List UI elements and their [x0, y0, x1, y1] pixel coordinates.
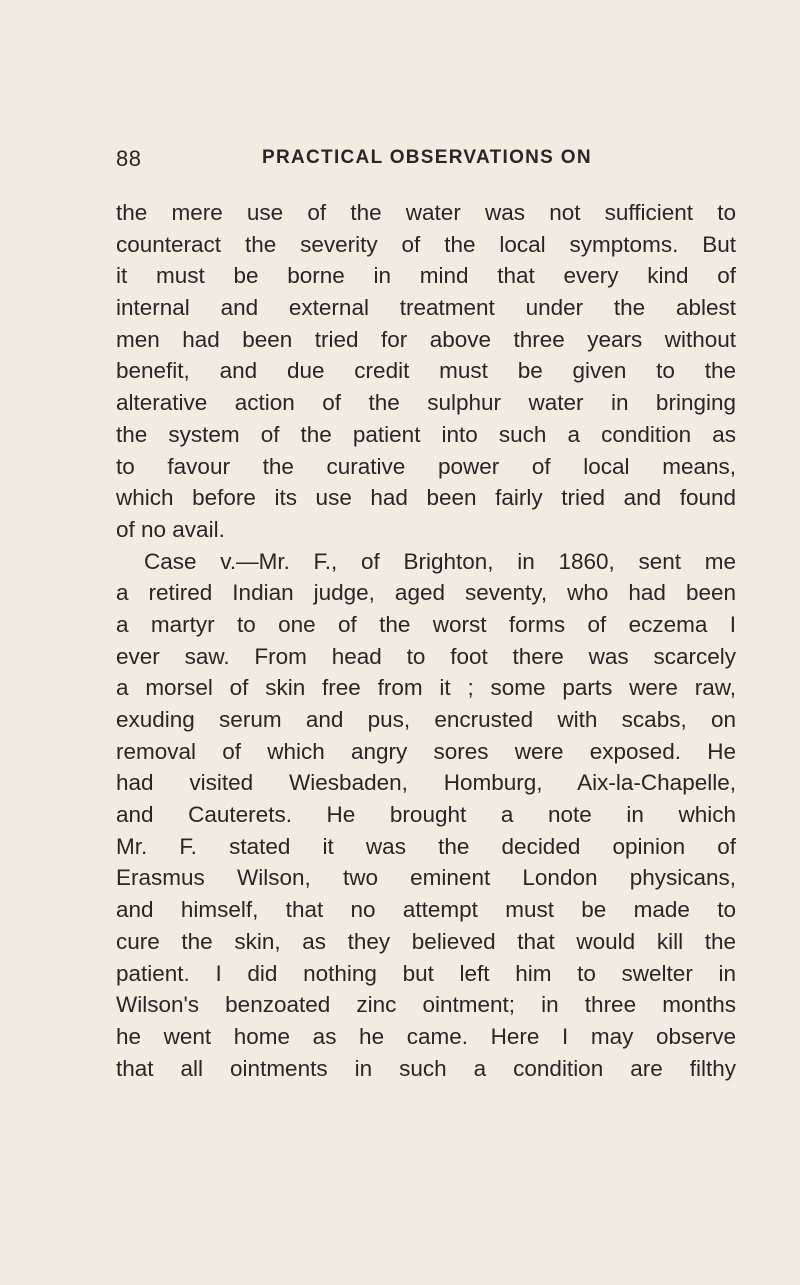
text-line: a retired Indian judge, aged seventy, who had been: [116, 580, 736, 606]
text-line: and Cauterets. He brought a note in which: [116, 802, 736, 828]
text-line: he went home as he came. Here I may observe: [116, 1023, 736, 1049]
text-line: which before its use had been fairly tried and found: [116, 485, 736, 511]
text-line: of no avail.: [116, 516, 225, 542]
case-heading-line: Case v.—Mr. F., of Brighton, in 1860, sent me: [144, 548, 736, 574]
text-line: that all ointments in such a condition are filthy: [116, 1055, 736, 1081]
page-number: 88: [116, 146, 142, 171]
text-line: Erasmus Wilson, two eminent London physicans,: [116, 865, 736, 891]
text-line: alterative action of the sulphur water in bringing: [116, 390, 736, 416]
text-line: internal and external treatment under the ablest: [116, 295, 736, 321]
text-line: Mr. F. stated it was the decided opinion of: [116, 833, 736, 859]
text-line: the system of the patient into such a condition as: [116, 421, 736, 447]
body-text: [116, 197, 736, 1084]
text-line: to favour the curative power of local means,: [116, 453, 736, 479]
text-line: benefit, and due credit must be given to the: [116, 358, 736, 384]
text-line: a martyr to one of the worst forms of eczema I: [116, 611, 736, 637]
text-line: a morsel of skin free from it ; some parts were raw,: [116, 675, 736, 701]
text-line: exuding serum and pus, encrusted with scabs, on: [116, 707, 736, 732]
text-line: it must be borne in mind that every kind of: [116, 263, 736, 289]
text-line: the mere use of the water was not sufficient to: [116, 200, 736, 225]
text-line: cure the skin, as they believed that would kill the: [116, 928, 736, 954]
text-line: men had been tried for above three years without: [116, 326, 736, 352]
text-line: had visited Wiesbaden, Homburg, Aix-la-Chapelle,: [116, 770, 736, 796]
running-title: PRACTICAL OBSERVATIONS ON: [262, 147, 592, 168]
text-line: and himself, that no attempt must be made to: [116, 897, 736, 923]
text-line: Wilson's benzoated zinc ointment; in three months: [116, 992, 736, 1018]
running-head: [116, 146, 736, 170]
text-line: removal of which angry sores were exposed. He: [116, 738, 736, 764]
text-line: ever saw. From head to foot there was scarcely: [116, 643, 736, 669]
text-line: counteract the severity of the local symptoms. But: [116, 231, 736, 257]
text-line: patient. I did nothing but left him to swelter in: [116, 960, 736, 986]
